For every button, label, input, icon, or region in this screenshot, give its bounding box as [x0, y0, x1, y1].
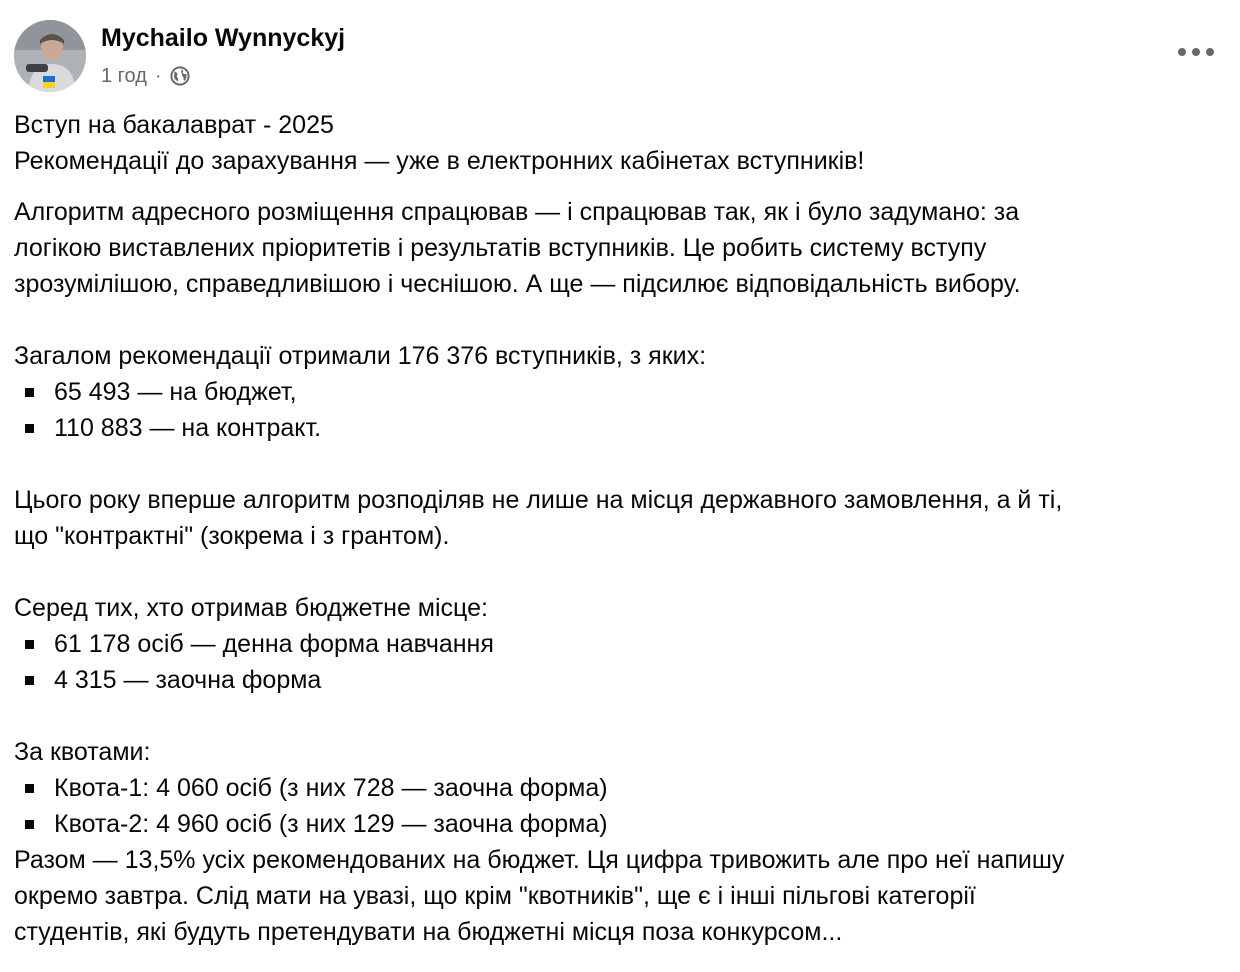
list-item: [14, 374, 1214, 410]
bullet-square-icon: [25, 676, 34, 685]
closing-line: окремо завтра. Слід мати на увазі, що крім "квотників", ще є і інші пільгові категорії: [14, 882, 976, 910]
list-item-text: 110 883 — на контракт.: [54, 414, 322, 442]
list-item: [14, 806, 1214, 842]
bullet-square-icon: [25, 388, 34, 397]
post-meta: [101, 62, 190, 90]
post-time[interactable]: 1 год: [101, 65, 147, 87]
paragraph-line: логікою виставлених пріоритетів і результатів вступників. Це робить систему вступу: [14, 234, 987, 262]
paragraph-line: Алгоритм адресного розміщення спрацював — і спрацював так, як і було задумано: за: [14, 198, 1020, 226]
bullet-square-icon: [25, 424, 34, 433]
meta-separator: ·: [154, 65, 162, 87]
paragraph-line: Цього року вперше алгоритм розподіляв не лише на місця державного замовлення, а й ті,: [14, 486, 1063, 514]
more-dot: [1206, 48, 1214, 56]
list-item: [14, 770, 1214, 806]
bullet-square-icon: [25, 820, 34, 829]
post-body: [14, 107, 1214, 950]
post-title-line: Рекомендації до зарахування — уже в електронних кабінетах вступників!: [14, 147, 865, 175]
closing-line: студентів, які будуть претендувати на бюджетні місця поза конкурсом...: [14, 918, 843, 946]
bullet-square-icon: [25, 640, 34, 649]
budget-intro: Серед тих, хто отримав бюджетне місце:: [14, 594, 488, 622]
more-dot: [1178, 48, 1186, 56]
globe-icon[interactable]: [170, 66, 190, 86]
avatar[interactable]: [14, 20, 86, 92]
list-item: [14, 662, 1214, 698]
list-item-text: 61 178 осіб — денна форма навчання: [54, 630, 494, 658]
post-title-line: Вступ на бакалаврат - 2025: [14, 111, 334, 139]
author-name[interactable]: Mychailo Wynnyckyj: [101, 24, 346, 52]
more-options-button[interactable]: [1178, 38, 1214, 66]
paragraph-line: зрозумілішою, справедливішою і чеснішою. А ще — підсилює відповідальність вибору.: [14, 270, 1021, 298]
totals-intro: Загалом рекомендації отримали 176 376 вступників, з яких:: [14, 342, 707, 370]
closing-line: Разом — 13,5% усіх рекомендованих на бюджет. Ця цифра тривожить але про неї напишу: [14, 846, 1065, 874]
paragraph-line: що "контрактні" (зокрема і з грантом).: [14, 522, 450, 550]
avatar-photo: [14, 20, 86, 92]
list-item-text: 65 493 — на бюджет,: [54, 378, 297, 406]
bullet-square-icon: [25, 784, 34, 793]
quota-intro: За квотами:: [14, 738, 151, 766]
more-dot: [1192, 48, 1200, 56]
list-item-text: 4 315 — заочна форма: [54, 666, 322, 694]
list-item: [14, 626, 1214, 662]
list-item-text: Квота-2: 4 960 осіб (з них 129 — заочна форма): [54, 810, 608, 838]
list-item-text: Квота-1: 4 060 осіб (з них 728 — заочна форма): [54, 774, 608, 802]
list-item: [14, 410, 1214, 446]
